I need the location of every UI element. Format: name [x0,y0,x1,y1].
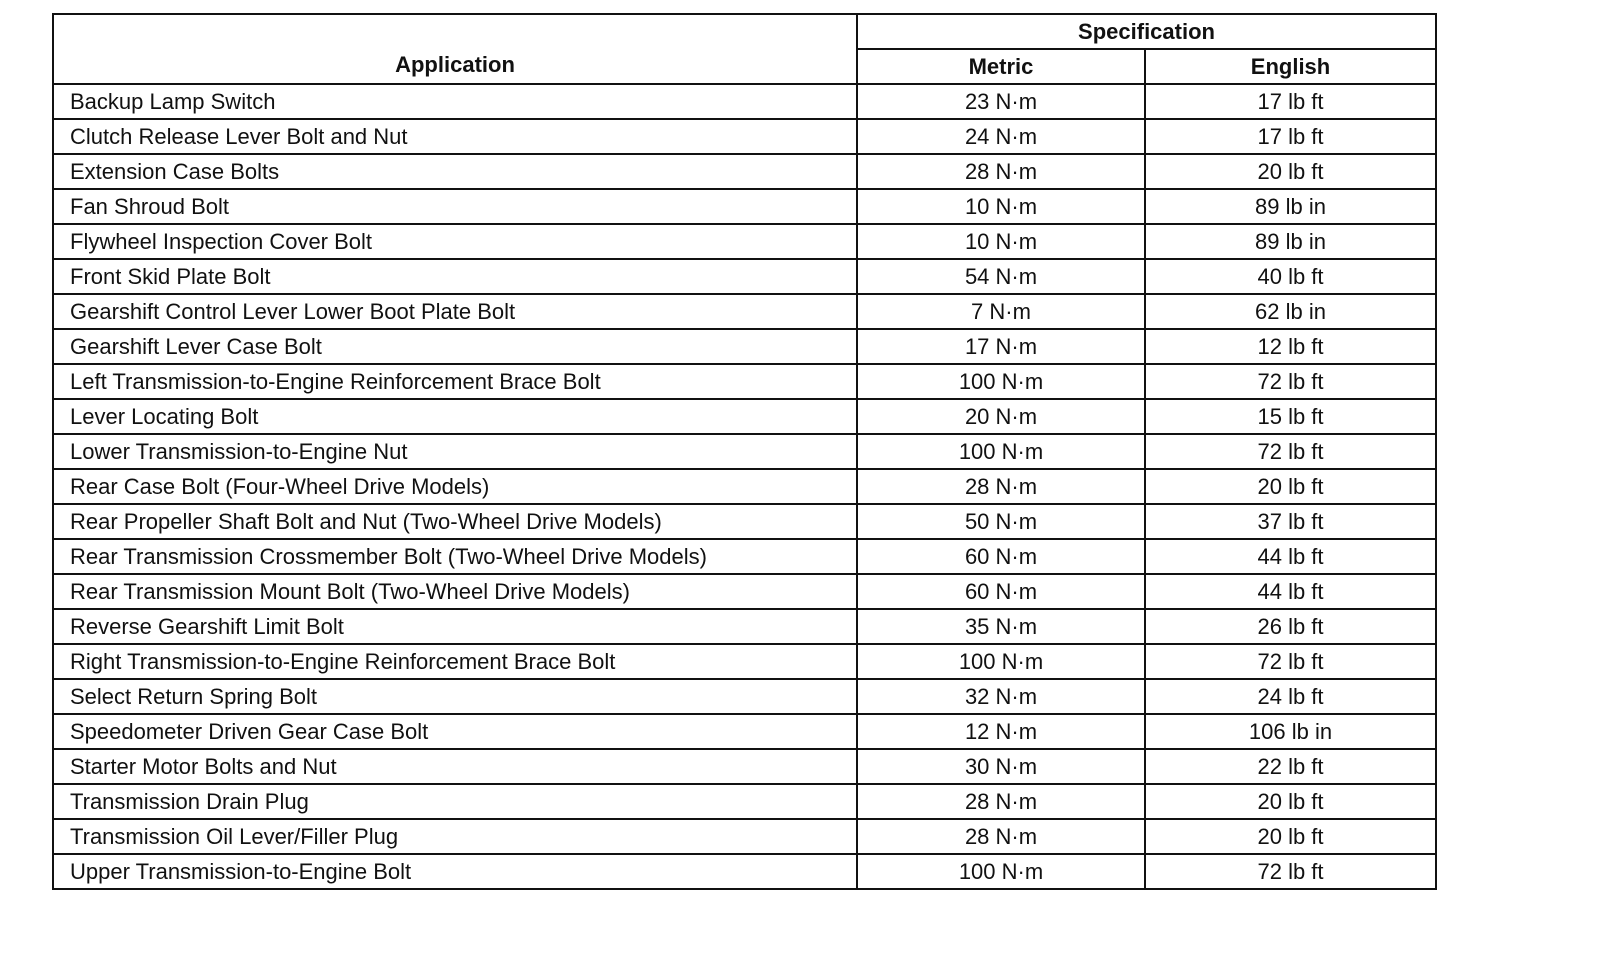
application-cell: Rear Propeller Shaft Bolt and Nut (Two-Wheel Drive Models) [53,504,857,539]
metric-cell: 20 N·m [857,399,1145,434]
english-cell: 72 lb ft [1145,644,1436,679]
english-cell: 22 lb ft [1145,749,1436,784]
english-cell: 20 lb ft [1145,154,1436,189]
header-specification: Specification [857,14,1436,49]
table-row [53,644,1436,679]
torque-spec-table [52,13,1437,890]
english-cell: 89 lb in [1145,189,1436,224]
application-cell: Extension Case Bolts [53,154,857,189]
metric-cell: 32 N·m [857,679,1145,714]
metric-cell: 100 N·m [857,644,1145,679]
application-cell: Gearshift Control Lever Lower Boot Plate Bolt [53,294,857,329]
table-row [53,294,1436,329]
application-cell: Rear Transmission Crossmember Bolt (Two-Wheel Drive Models) [53,539,857,574]
english-cell: 44 lb ft [1145,539,1436,574]
application-cell: Lower Transmission-to-Engine Nut [53,434,857,469]
metric-cell: 60 N·m [857,574,1145,609]
table-row [53,399,1436,434]
table-row [53,714,1436,749]
application-cell: Upper Transmission-to-Engine Bolt [53,854,857,889]
metric-cell: 54 N·m [857,259,1145,294]
metric-cell: 100 N·m [857,364,1145,399]
metric-cell: 12 N·m [857,714,1145,749]
english-cell: 17 lb ft [1145,84,1436,119]
metric-cell: 10 N·m [857,224,1145,259]
english-cell: 72 lb ft [1145,434,1436,469]
header-row-top [53,14,1436,49]
application-cell: Transmission Oil Lever/Filler Plug [53,819,857,854]
english-cell: 12 lb ft [1145,329,1436,364]
metric-cell: 10 N·m [857,189,1145,224]
english-cell: 24 lb ft [1145,679,1436,714]
table-body [53,84,1436,889]
english-cell: 40 lb ft [1145,259,1436,294]
metric-cell: 35 N·m [857,609,1145,644]
table-row [53,609,1436,644]
application-cell: Rear Transmission Mount Bolt (Two-Wheel Drive Models) [53,574,857,609]
metric-cell: 100 N·m [857,434,1145,469]
english-cell: 20 lb ft [1145,469,1436,504]
application-cell: Flywheel Inspection Cover Bolt [53,224,857,259]
metric-cell: 50 N·m [857,504,1145,539]
application-cell: Gearshift Lever Case Bolt [53,329,857,364]
table-row [53,154,1436,189]
application-cell: Select Return Spring Bolt [53,679,857,714]
application-cell: Speedometer Driven Gear Case Bolt [53,714,857,749]
english-cell: 15 lb ft [1145,399,1436,434]
application-cell: Rear Case Bolt (Four-Wheel Drive Models) [53,469,857,504]
application-cell: Reverse Gearshift Limit Bolt [53,609,857,644]
table-row [53,224,1436,259]
english-cell: 17 lb ft [1145,119,1436,154]
table-row [53,504,1436,539]
application-cell: Right Transmission-to-Engine Reinforcement Brace Bolt [53,644,857,679]
english-cell: 72 lb ft [1145,364,1436,399]
metric-cell: 100 N·m [857,854,1145,889]
table-row [53,329,1436,364]
application-cell: Front Skid Plate Bolt [53,259,857,294]
english-cell: 44 lb ft [1145,574,1436,609]
metric-cell: 28 N·m [857,469,1145,504]
table-row [53,784,1436,819]
metric-cell: 28 N·m [857,819,1145,854]
table-row [53,434,1436,469]
english-cell: 20 lb ft [1145,784,1436,819]
header-english: English [1145,49,1436,84]
metric-cell: 28 N·m [857,154,1145,189]
english-cell: 26 lb ft [1145,609,1436,644]
english-cell: 72 lb ft [1145,854,1436,889]
metric-cell: 23 N·m [857,84,1145,119]
table-row [53,189,1436,224]
application-cell: Lever Locating Bolt [53,399,857,434]
english-cell: 106 lb in [1145,714,1436,749]
application-cell: Transmission Drain Plug [53,784,857,819]
table-row [53,819,1436,854]
header-application: Application [53,14,857,84]
table-row [53,84,1436,119]
table-row [53,259,1436,294]
table-row [53,749,1436,784]
metric-cell: 24 N·m [857,119,1145,154]
table-row [53,469,1436,504]
table-row [53,364,1436,399]
metric-cell: 60 N·m [857,539,1145,574]
english-cell: 62 lb in [1145,294,1436,329]
application-cell: Starter Motor Bolts and Nut [53,749,857,784]
header-metric: Metric [857,49,1145,84]
metric-cell: 28 N·m [857,784,1145,819]
english-cell: 37 lb ft [1145,504,1436,539]
table-row [53,854,1436,889]
english-cell: 20 lb ft [1145,819,1436,854]
application-cell: Backup Lamp Switch [53,84,857,119]
table-row [53,679,1436,714]
metric-cell: 30 N·m [857,749,1145,784]
table-row [53,574,1436,609]
metric-cell: 17 N·m [857,329,1145,364]
application-cell: Clutch Release Lever Bolt and Nut [53,119,857,154]
application-cell: Fan Shroud Bolt [53,189,857,224]
application-cell: Left Transmission-to-Engine Reinforcement Brace Bolt [53,364,857,399]
table-row [53,539,1436,574]
english-cell: 89 lb in [1145,224,1436,259]
metric-cell: 7 N·m [857,294,1145,329]
table-row [53,119,1436,154]
